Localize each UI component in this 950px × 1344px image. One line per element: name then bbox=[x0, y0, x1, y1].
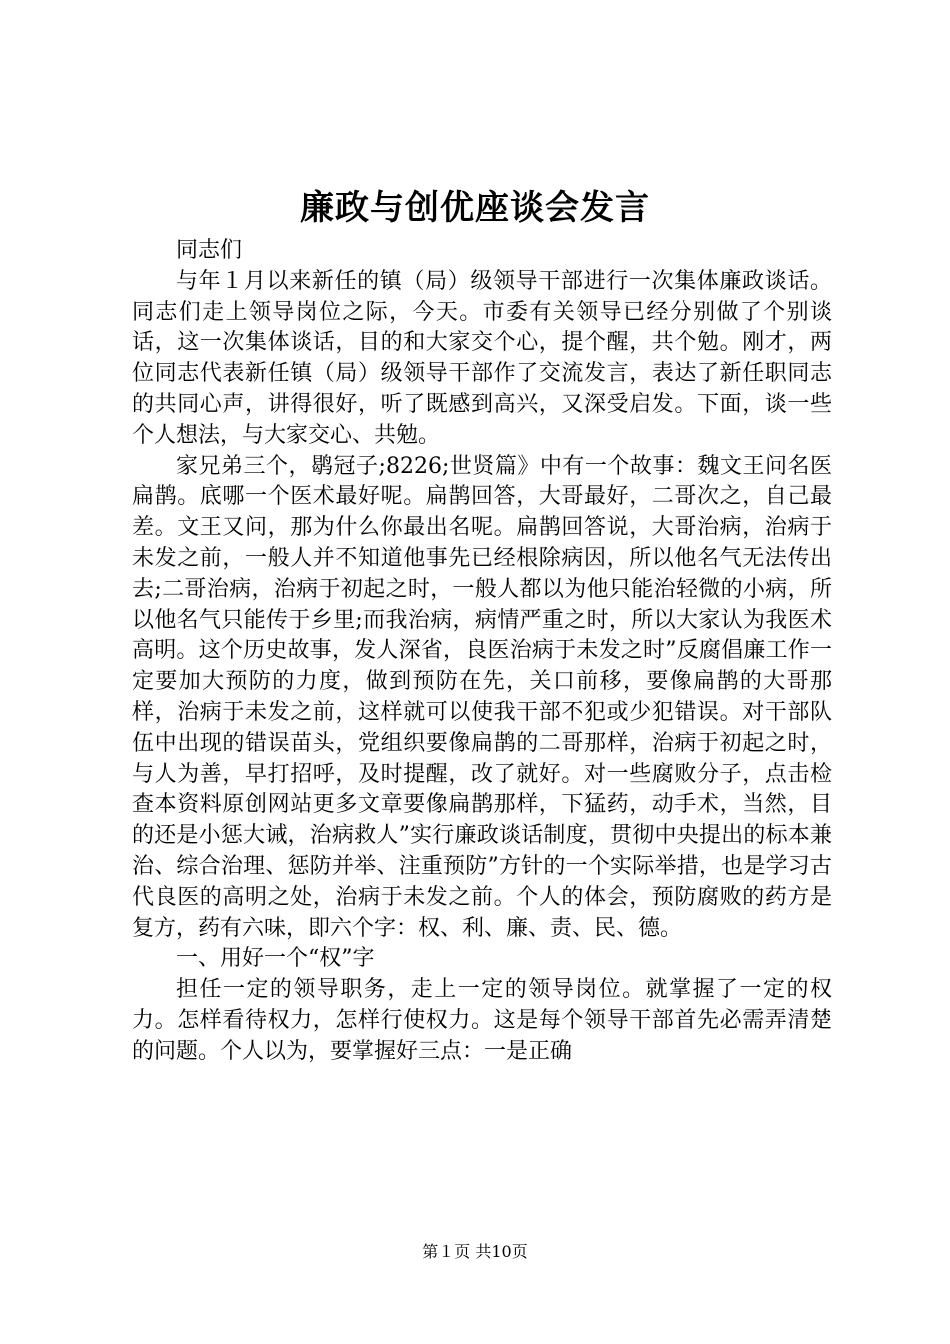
section-heading: 一、用好一个“权”字 bbox=[176, 946, 375, 972]
body-paragraph: 与年１月以来新任的镇（局）级领导干部进行一次集体廉政谈话。同志们走上领导岗位之际，今天。市委有关领导已经分别做了个别谈话，这一次集体谈话，目的和大家交个心，提个醒，共个勉。刚才，两位同志代表新任镇（局）级领导干部作了交流发言，表达了新任职同志的共同心声，讲得很好，听了既感到高兴，又深受启发。下面，谈一些个人想法，与大家交心、共勉。 bbox=[132, 268, 832, 448]
salutation-paragraph: 同志们 bbox=[176, 238, 243, 263]
body-paragraph: 担任一定的领导职务，走上一定的领导岗位。就掌握了一定的权力。怎样看待权力，怎样行使权力。这是每个领导干部首先必需弄清楚的问题。个人以为，要掌握好三点：一是正确 bbox=[132, 977, 832, 1064]
page-footer: 第１页 共10页 bbox=[422, 1242, 528, 1261]
body-paragraph: 家兄弟三个，鹖冠子;8226;世贤篇》中有一个故事：魏文王问名医扁鹊。底哪一个医术最好呢。扁鹊回答，大哥最好，二哥次之，自己最差。文王又问，那为什么你最出名呢。扁鹊回答说，大哥治病，治病于未发之前，一般人并不知道他事先已经根除病因，所以他名气无法传出去;二哥治病，治病于初起之时，一般人都以为他只能治轻微的小病，所以他名气只能传于乡里;而我治病，病情严重之时，所以大家认为我医术高明。这个历史故事，发人深省，良医治病于未发之时”反腐倡廉工作一定要加大预防的力度，做到预防在先，关口前移，要像扁鹊的大哥那样，治病于未发之前，这样就可以使我干部不犯或少犯错误。对干部队伍中出现的错误苗头，党组织要像扁鹊的二哥那样，治病于初起之时，与人为善，早打招呼，及时提醒，改了就好。对一些腐败分子，点击检查本资料原创网站更多文章要像扁鹊那样，下猛药，动手术，当然，目的还是小惩大诫，治病救人”实行廉政谈话制度，贯彻中央提出的标本兼治、综合治理、惩防并举、注重预防”方针的一个实际举措，也是学习古代良医的高明之处，治病于未发之前。个人的体会，预防腐败的药方是复方，药有六味，即六个字：权、利、廉、责、民、德。 bbox=[132, 453, 832, 941]
document-body bbox=[132, 236, 832, 1068]
document-title: 廉政与创优座谈会发言 bbox=[300, 188, 650, 228]
